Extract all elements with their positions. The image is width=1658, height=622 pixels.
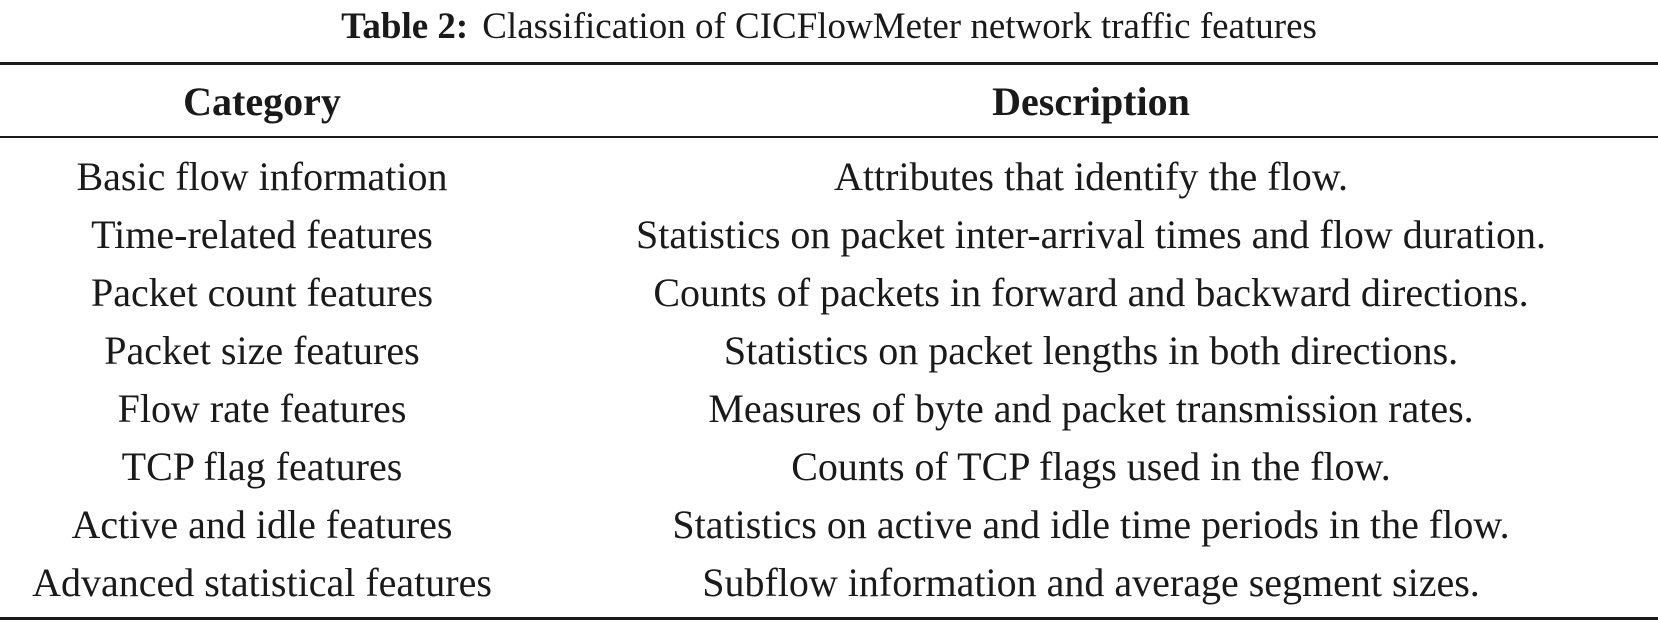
description-cell: Statistics on active and idle time periods in the flow. bbox=[672, 501, 1510, 547]
description-cell: Statistics on packet inter-arrival times and flow duration. bbox=[635, 211, 1547, 257]
table-row bbox=[0, 321, 1658, 379]
header-rule bbox=[0, 136, 1658, 138]
table-row bbox=[0, 437, 1658, 495]
top-rule bbox=[0, 62, 1658, 65]
table-row bbox=[0, 263, 1658, 321]
table-caption bbox=[0, 0, 1658, 52]
table-row bbox=[0, 379, 1658, 437]
description-cell: Attributes that identify the flow. bbox=[834, 153, 1348, 199]
category-cell: Packet size features bbox=[104, 327, 420, 373]
description-cell: Subflow information and average segment sizes. bbox=[702, 559, 1480, 605]
table-row bbox=[0, 553, 1658, 611]
caption-label: Table 2: bbox=[341, 5, 469, 47]
description-cell: Counts of packets in forward and backward directions. bbox=[653, 269, 1529, 315]
header-description: Description bbox=[992, 78, 1190, 124]
table-header-row bbox=[0, 66, 1658, 136]
header-category: Category bbox=[183, 78, 341, 124]
category-cell: Flow rate features bbox=[117, 385, 407, 431]
table-row bbox=[0, 205, 1658, 263]
category-cell: Basic flow information bbox=[76, 153, 448, 199]
category-cell: Packet count features bbox=[90, 269, 434, 315]
description-cell: Statistics on packet lengths in both directions. bbox=[723, 327, 1459, 373]
description-cell: Counts of TCP flags used in the flow. bbox=[791, 443, 1391, 489]
table-body bbox=[0, 147, 1658, 611]
bottom-rule bbox=[0, 617, 1658, 620]
table-row bbox=[0, 495, 1658, 553]
description-cell: Measures of byte and packet transmission rates. bbox=[708, 385, 1474, 431]
category-cell: TCP flag features bbox=[121, 443, 403, 489]
caption-text: Classification of CICFlowMeter network traffic features bbox=[482, 5, 1317, 47]
category-cell: Advanced statistical features bbox=[32, 559, 492, 605]
category-cell: Active and idle features bbox=[71, 501, 453, 547]
category-cell: Time-related features bbox=[91, 211, 433, 257]
table-row bbox=[0, 147, 1658, 205]
